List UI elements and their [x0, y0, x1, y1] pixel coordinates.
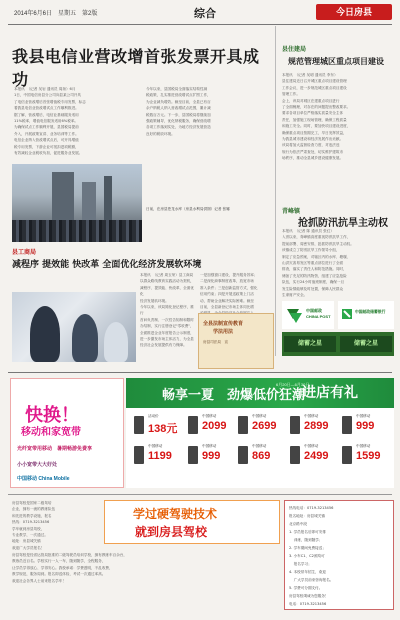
article-line: 专业教学，一次通过。: [12, 533, 48, 538]
savings-strip: [282, 332, 394, 356]
article-line: 工作会议，进一步规范城区重点项目建设: [282, 85, 347, 90]
price-row-2: [126, 444, 394, 466]
section-label-qingfeng: 青峰镇: [282, 209, 301, 215]
article-line: 5. 学费可分期支付。: [289, 586, 323, 590]
driving-slogan-1: 学过硬驾驶技术: [133, 507, 218, 521]
article-line: 良好的税收环境。: [146, 131, 175, 136]
article-line: 企业，拥有一流的教练队伍: [12, 507, 56, 512]
article-line: 据了解，营改增后，电信业基础服务适用: [14, 112, 79, 117]
school-info-mid: [12, 552, 278, 612]
article-line: 学车就到房县驾校，: [12, 526, 45, 531]
article-line: 发生险情能够及时处置，保障人民群众: [282, 286, 344, 291]
article-line: 本报讯 （记者 吴岩 通讯员 周扬）6月: [14, 87, 76, 91]
price-label: 中国移动: [356, 414, 371, 418]
article-line: 税政策，扎实推进营改增试点扩围工作，: [146, 93, 211, 98]
ad-slogan-mover: 移动和家宽带: [21, 427, 81, 438]
article-1: [14, 86, 140, 160]
sub-headline-zhujian: 规范管理城区重点项目建设: [288, 56, 384, 66]
article-line: 进一步激发市场主体活力，为全县: [140, 337, 194, 342]
price-value: 2499: [304, 450, 329, 462]
article-line: 电话：0719-3213456: [289, 602, 327, 606]
article-line: 会上，该局对城区在建重点项目进行: [282, 98, 340, 103]
price-value: 2099: [202, 420, 227, 432]
driving-school-ad: [104, 500, 280, 544]
driving-slogan-2: 就到房县驾校: [135, 525, 208, 539]
article-line: 该局将加大监督检查力度，对违法违: [282, 143, 340, 148]
school-info-box: [284, 500, 394, 610]
article-line: 责任，加强施工现场管理，确保工程质量: [282, 117, 347, 122]
article-line: 经济社会发展提供有力保障。: [140, 343, 187, 348]
phone-image: [290, 416, 300, 434]
article-line: 以群众路线教育实践活动为契机，: [140, 279, 194, 284]
article-line: 房县驾校是经省运管局批准的二级驾驶员培训学校，拥有教练车百余台，: [12, 553, 127, 557]
news-photo-office: [12, 292, 136, 362]
article-line: 和先进的教学设施，报名: [12, 513, 52, 518]
postal-savings-text: 中国邮政储蓄银行: [355, 310, 386, 314]
article-line: 管理工作。: [282, 92, 300, 97]
price-value: 2899: [304, 420, 329, 432]
phone-image: [342, 416, 352, 434]
article-line: 和施工安全。同时，要加快项目建设进度，: [282, 124, 351, 129]
article-line: 热线：0719-3213456: [12, 520, 50, 525]
article-line: 目前，全县新登记市场主体同比增: [200, 305, 254, 310]
price-label: 中国移动: [356, 444, 371, 448]
article-line: 电信企业纳入营改增试点后，可开具增值: [14, 138, 79, 143]
banner-date: 6月20日—6月30日: [276, 382, 310, 387]
article-line: 广大学员前来咨询报名。: [289, 578, 334, 582]
sub-headline-qingfeng: 抢抓防汛抗旱主动权: [298, 218, 388, 229]
promo-banner: [126, 378, 394, 408]
article-line: 税数百万元。下一步，县国税局将继续加: [146, 112, 211, 117]
article-line: 训练，随到随学；: [289, 538, 323, 542]
phone-image: [134, 446, 144, 464]
article-line: 4. 本校常年招生，欢迎: [289, 570, 326, 574]
article-line: 房县驾校是国家二级驾培: [12, 501, 52, 505]
article-line: 为我县城市建设和经济发展作出贡献。: [282, 137, 344, 142]
article-line: 3. 小车C1、C2照均可: [289, 554, 325, 558]
article-line: 教学规范，服务周到。报名即送体检，考试一次通过率高。: [12, 572, 106, 577]
section-label-gongshang: 县工商局: [12, 250, 37, 256]
article-qingfeng: [282, 228, 394, 298]
bottom-rule: [8, 494, 392, 495]
article-line: 教练员近百名。学校实行一人一车，随到随学，全程服务，: [12, 559, 106, 564]
article-line: 要求各项目单位严格落实质量安全主体: [282, 111, 344, 116]
ad-rule: [8, 372, 392, 373]
article-line: 本报讯 （记者 周玉荣）县工商局: [140, 273, 194, 277]
sub-headline-gongshang: 减程序 提效能 快改革 全面优化经济发展软环境: [12, 260, 202, 270]
article-line: 山洪灾害易发区等重点部位进行了全面: [282, 261, 344, 266]
article-line: 热线电话：0719-3213456: [289, 506, 334, 510]
article-line: 二是深化商事制度改革，放宽市场: [200, 279, 254, 284]
phone-promo: [126, 378, 394, 488]
broadband-ad: [10, 378, 124, 488]
article-line: 本报讯 （记者 吴明 通讯员 李东）: [282, 73, 338, 77]
savings-badge-2: 储蓄之星: [340, 336, 392, 352]
ad-line: 学法用法: [203, 329, 234, 335]
ad-promo-3: 中国移动 China Mobile: [17, 476, 70, 482]
price-label: 中国移动: [304, 414, 319, 418]
price-value: 1199: [148, 450, 172, 462]
article-line: 入汛以来，青峰镇高度重视防汛抗旱工作，: [282, 235, 351, 240]
article-line: 场秩序，推动全县城乡建设健康发展。: [282, 156, 344, 161]
section-title: 综合: [194, 8, 216, 20]
ad-line: 全县法制宣传教育: [203, 321, 244, 327]
price-label: 中国移动: [252, 444, 267, 448]
mobile-ad: [10, 378, 394, 488]
article-line: 1. 学员报名后即可安排: [289, 530, 326, 534]
article-line: 动，帮助企业解决实际困难。截至: [200, 298, 254, 303]
article-line: 了电信业营改增后首张增值税专用发票，标志: [14, 99, 86, 104]
article-line: 规行为依法严肃查处，切实维护建筑市: [282, 149, 344, 154]
price-value: 869: [252, 450, 271, 462]
article-line: 余户纳税人纳入营改增试点范围，累计减: [146, 106, 211, 111]
article-line: 排查，落实了责任人和防范措施。同时，: [282, 267, 347, 272]
price-row-1: [126, 414, 394, 436]
article-line: 准入条件；三是创新监管方式，强化: [200, 285, 258, 290]
article-line: 2. 学车期间免费接送；: [289, 546, 326, 550]
article-line: 生命财产安全。: [282, 293, 308, 298]
price-label: 中国移动: [252, 414, 267, 418]
price-label: 中国移动: [202, 444, 217, 448]
article-line: 各项工作落到实处，为地方经济发展营造: [146, 125, 211, 130]
phone-image: [238, 446, 248, 464]
article-4: [200, 272, 274, 312]
ad-slogan-quick: 快换！: [25, 405, 79, 425]
article-line: 让学员学得放心、学得安心。我校承诺：学费透明，不乱收费，: [12, 565, 113, 570]
article-3: [140, 272, 196, 368]
china-post-text: 中国邮政 CHINA POST: [306, 308, 331, 319]
photo-caption: 日前，在房县苍龙水库（房县水利局供图）记者 张娜: [146, 207, 230, 211]
article-line: 队伍，实行24小时值班制度，确保一旦: [282, 280, 345, 285]
price-value: 2699: [252, 420, 277, 432]
article-line: 提前部署、周密安排，抢抓防汛抗旱主动权。: [282, 241, 354, 246]
article-line: 首问负责制、一次性告知制和限时: [140, 317, 194, 322]
phone-image: [342, 446, 352, 464]
ad-line: 房县司法局 宣: [203, 340, 229, 344]
phone-image: [188, 446, 198, 464]
article-line: 报名地址：房县城关镇: [289, 514, 325, 518]
column-divider: [275, 26, 276, 356]
article-line: 了全面梳理，对存在的问题提出整改要求。: [282, 105, 351, 110]
article-line: 1日，中国电信房县分公司向县某公司开具: [14, 93, 81, 98]
article-line: 信用约束；四是开展送政策上门活: [200, 292, 254, 297]
article-line: 着我县电信业营改增试点工作顺利推进。: [14, 106, 79, 111]
article-line: 报名学习；: [289, 562, 312, 566]
section-label-zhujian: 县住建局: [282, 47, 307, 53]
article-line: 税专用发票，下游企业可抵扣进项税额，: [14, 144, 79, 149]
phone-image: [134, 416, 144, 434]
article-2: [146, 86, 270, 160]
school-info-left: [12, 500, 100, 556]
article-line: 县住建局近日召开城区重点项目建设管理: [282, 79, 347, 84]
article-line: 11%税率，增值电信服务适用6%税率。: [14, 119, 79, 124]
price-label: 中国移动: [202, 414, 217, 418]
banner-offer: 进店有礼: [302, 384, 358, 400]
article-line: 制定了应急预案，对辖区内的水库、塘堰、: [282, 254, 351, 259]
banner-title: 畅享一夏 劲爆低价狂潮: [162, 387, 306, 402]
news-photo-tower: [12, 164, 142, 242]
article-line: 强政策辅导，优化纳税服务，确保营改增: [146, 119, 211, 124]
article-line: 房县驾校竭诚为您服务！: [289, 594, 329, 598]
postal-savings-logo: [338, 301, 394, 329]
article-line: 储备了充足的防汛物资，组建了应急抢险: [282, 273, 347, 278]
price-value: 138元: [148, 423, 178, 435]
phone-image: [290, 446, 300, 464]
price-label: 活动价: [148, 414, 159, 418]
article-line: 减程序、提效能、快改革，全面优化: [140, 285, 194, 297]
article-line: 介入，开展政策宣讲、业务培训等工作。: [14, 131, 79, 136]
article-line: 确保重点项目按期完工，早日发挥效益，: [282, 130, 347, 135]
header-rule: [8, 24, 392, 25]
savings-badge-1: 储蓄之星: [284, 336, 336, 352]
china-post-logo: [282, 301, 334, 329]
page-header: [8, 4, 392, 22]
price-label: 中国移动: [148, 444, 163, 448]
postal-logos: [282, 301, 394, 329]
law-education-ad: [198, 313, 274, 369]
article-line: 今年以来，该局简化登记程序，推行: [140, 305, 194, 316]
price-label: 中国移动: [304, 444, 319, 448]
article-line: 欢迎广大学员报名！: [12, 545, 45, 550]
article-line: 办结制，实行注册登记"零收费"，: [140, 324, 194, 329]
phone-image: [238, 416, 248, 434]
article-line: 本报讯 （记者 陈 通讯员 张红）: [282, 229, 334, 233]
article-zhujian: [282, 72, 394, 162]
article-line: 今年以来，县国税局全面落实结构性减: [146, 87, 208, 91]
article-line: 北京路中段: [289, 522, 307, 526]
price-value: 999: [202, 450, 221, 462]
article-line: 一是加强窗口建设，提升服务效率；: [200, 273, 258, 277]
article-line: 全面推进企业年度报告公示制度，: [140, 330, 194, 335]
main-headline: 我县电信业营改增首张发票开具成功: [12, 47, 260, 89]
ad-promo-1: 光纤宽带用移动 暑期畅游免费享: [17, 446, 93, 452]
article-line: 地址：房县城关镇: [12, 539, 41, 544]
masthead-logo: 今日房县: [316, 4, 392, 20]
article-line: 该镇成立了防汛抗旱工作领导小组，: [282, 248, 340, 253]
article-line: 欢迎社会各界人士前来报名学车！: [12, 578, 66, 583]
phone-image: [188, 416, 198, 434]
price-value: 999: [356, 420, 375, 432]
article-line: 为确保试点工作顺利开展，县国税局提前: [14, 125, 79, 130]
article-line: 有效减轻企业税收负担，促进服务业发展。: [14, 151, 83, 156]
issue-meta: 2014年6月6日 星期五 第2版: [14, 11, 98, 17]
article-line: 为企业减负增效。截至目前，全县已有百: [146, 99, 211, 104]
price-value: 1599: [356, 450, 381, 462]
ad-promo-2: 小小宽带大大好处: [17, 462, 58, 468]
article-line: 经济发展软环境。: [140, 298, 169, 303]
